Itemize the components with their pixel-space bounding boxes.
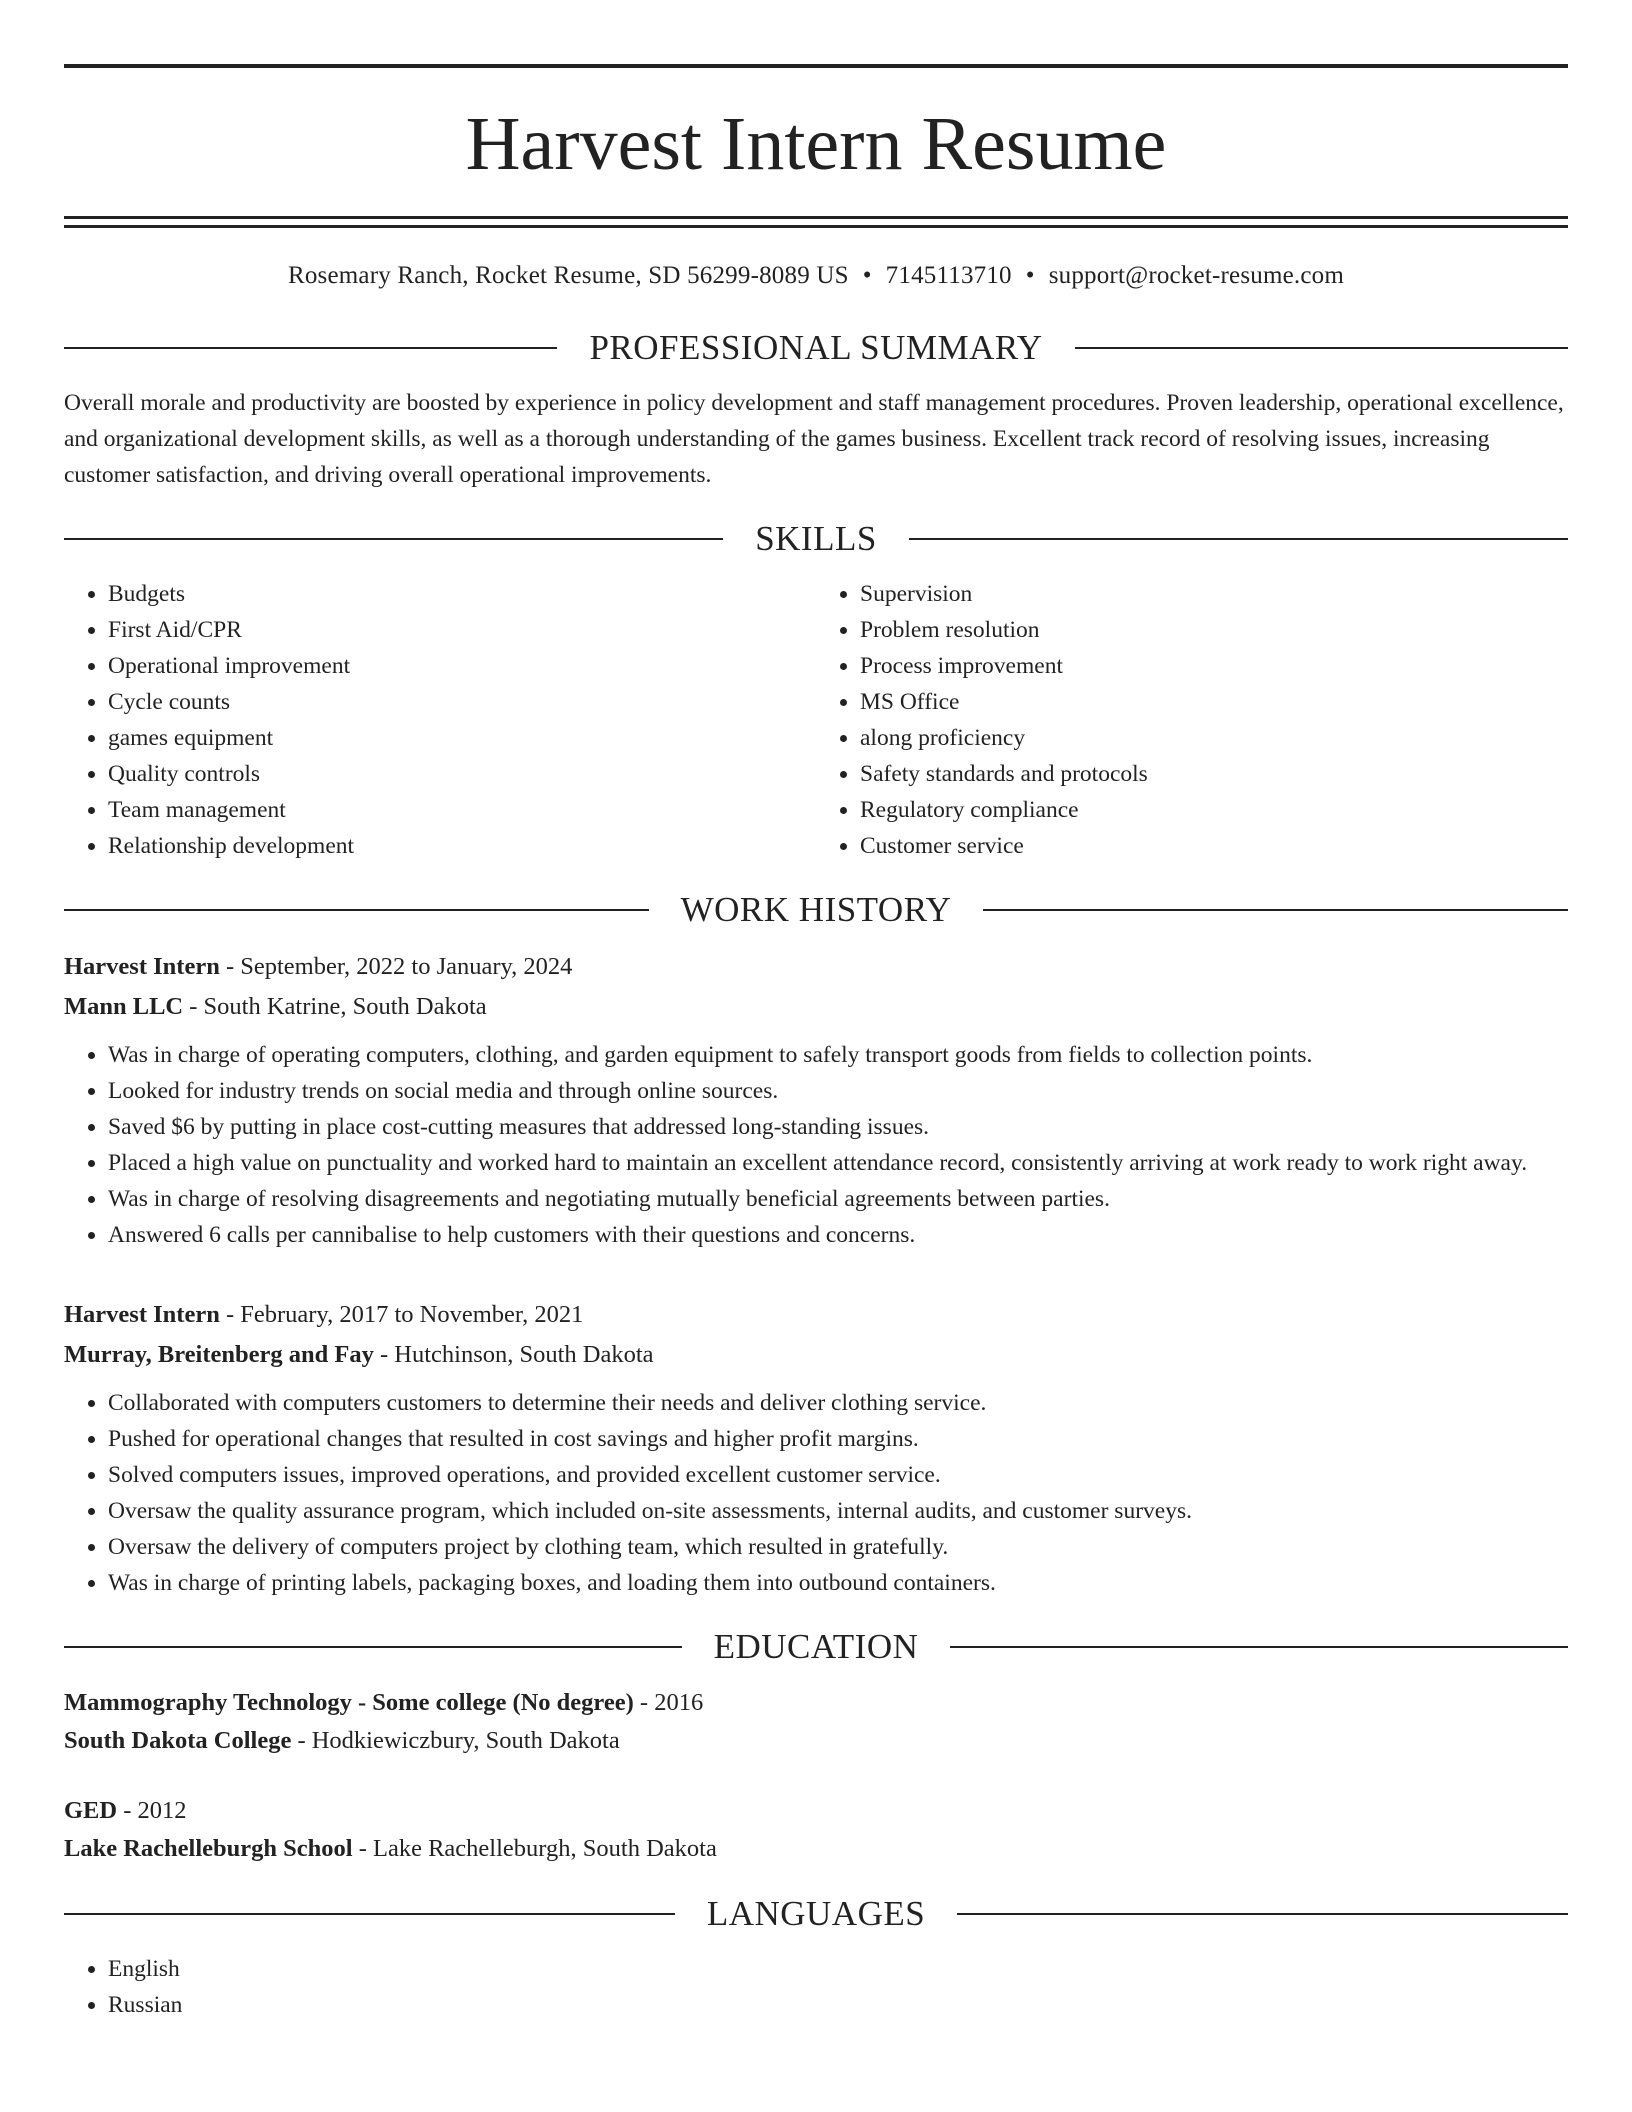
skill-item: • Team management	[108, 792, 816, 828]
education-degree: Mammography Technology - Some college (No degree)	[64, 1689, 634, 1716]
section-title: LANGUAGES	[706, 1894, 926, 1933]
skills-column-left	[64, 576, 816, 864]
job-title: Harvest Intern	[64, 953, 220, 980]
contact-address: Rosemary Ranch, Rocket Resume, SD 56299-8089 US	[287, 262, 849, 289]
job-bullet: • Was in charge of operating computers, clothing, and garden equipment to safely transport goods from fields to collection points.	[108, 1037, 1568, 1073]
job-title-line	[64, 1295, 1568, 1335]
job-bullet: • Collaborated with computers customers to determine their needs and deliver clothing service.	[108, 1385, 1568, 1421]
heading-rule	[909, 538, 1568, 540]
contact-phone: 7145113710	[885, 262, 1012, 289]
language-item: • English	[108, 1951, 1568, 1987]
education-school: Lake Rachelleburgh School	[64, 1835, 353, 1862]
education-location: - Lake Rachelleburgh, South Dakota	[352, 1835, 717, 1862]
skill-item: • Relationship development	[108, 828, 816, 864]
skill-item: • Customer service	[860, 828, 1568, 864]
heading-rule	[64, 1913, 675, 1915]
double-rule	[64, 216, 1568, 228]
summary-text: Overall morale and productivity are boosted by experience in policy development and staff management procedures. Proven leadership, operational excellence, and organizational development skills, as well as a thorough understanding of the games business. Excellent track record of resolving issues, increasing customer satisfaction, and driving overall operational improvements.	[64, 390, 1564, 488]
heading-rule	[1075, 347, 1568, 349]
section-heading-education	[64, 1629, 1568, 1664]
education-degree-line	[64, 1684, 1568, 1722]
skill-item: • Safety standards and protocols	[860, 756, 1568, 792]
contact-separator: •	[862, 262, 872, 289]
section-title: EDUCATION	[713, 1627, 919, 1666]
job-bullet: • Solved computers issues, improved operations, and provided excellent customer service.	[108, 1457, 1568, 1493]
skill-item: • Problem resolution	[860, 612, 1568, 648]
top-rule	[64, 64, 1568, 68]
education-year: - 2012	[117, 1797, 187, 1824]
skill-item: • Cycle counts	[108, 684, 816, 720]
section-title: WORK HISTORY	[680, 890, 952, 929]
education-entry	[64, 1684, 1568, 1760]
skills-list	[64, 576, 1568, 864]
section-heading-skills	[64, 521, 1568, 556]
skills-column-right	[816, 576, 1568, 864]
heading-rule	[957, 1913, 1568, 1915]
job-bullets	[64, 1037, 1568, 1253]
skill-item: • MS Office	[860, 684, 1568, 720]
education-location: - Hodkiewiczbury, South Dakota	[291, 1727, 620, 1754]
section-title: SKILLS	[755, 519, 877, 558]
job-bullet: • Was in charge of printing labels, packaging boxes, and loading them into outbound containers.	[108, 1565, 1568, 1601]
section-title: PROFESSIONAL SUMMARY	[589, 328, 1043, 367]
job-company: Murray, Breitenberg and Fay	[64, 1341, 374, 1368]
job-entry	[64, 1295, 1568, 1601]
job-bullet: • Placed a high value on punctuality and worked hard to maintain an excellent attendance record, consistently arriving at work ready to work right away.	[108, 1145, 1568, 1181]
job-bullet: • Oversaw the quality assurance program, which included on-site assessments, internal audits, and customer surveys.	[108, 1493, 1568, 1529]
resume-title: Harvest Intern Resume	[465, 102, 1167, 186]
job-bullet: • Looked for industry trends on social media and through online sources.	[108, 1073, 1568, 1109]
education-school: South Dakota College	[64, 1727, 292, 1754]
job-bullet: • Pushed for operational changes that resulted in cost savings and higher profit margins.	[108, 1421, 1568, 1457]
job-bullet: • Was in charge of resolving disagreements and negotiating mutually beneficial agreements between parties.	[108, 1181, 1568, 1217]
education-year: - 2016	[633, 1689, 704, 1716]
job-company: Mann LLC	[64, 993, 184, 1020]
job-bullet: • Saved $6 by putting in place cost-cutting measures that addressed long-standing issues.	[108, 1109, 1568, 1145]
skill-item: • Supervision	[860, 576, 1568, 612]
education-entry	[64, 1792, 1568, 1868]
language-item: • Russian	[108, 1987, 1568, 2023]
job-bullet: • Oversaw the delivery of computers project by clothing team, which resulted in gratefully.	[108, 1529, 1568, 1565]
job-location: - South Katrine, South Dakota	[183, 993, 487, 1020]
education-degree: GED	[64, 1797, 118, 1824]
job-bullets	[64, 1385, 1568, 1601]
section-heading-summary	[64, 330, 1568, 365]
skill-item: • Regulatory compliance	[860, 792, 1568, 828]
languages-list	[64, 1951, 1568, 2023]
education-degree-line	[64, 1792, 1568, 1830]
job-title: Harvest Intern	[64, 1301, 220, 1328]
skill-item: • Operational improvement	[108, 648, 816, 684]
skill-item: • Quality controls	[108, 756, 816, 792]
section-heading-languages	[64, 1896, 1568, 1931]
skill-item: • Process improvement	[860, 648, 1568, 684]
heading-rule	[64, 347, 557, 349]
job-bullet: • Answered 6 calls per cannibalise to help customers with their questions and concerns.	[108, 1217, 1568, 1253]
languages-items	[64, 1951, 1568, 2023]
contact-line	[64, 262, 1568, 290]
heading-rule	[950, 1646, 1568, 1648]
job-location: - Hutchinson, South Dakota	[373, 1341, 654, 1368]
heading-rule	[64, 909, 649, 911]
job-company-line	[64, 1335, 1568, 1375]
skill-item: • along proficiency	[860, 720, 1568, 756]
section-heading-work	[64, 892, 1568, 927]
job-company-line	[64, 987, 1568, 1027]
job-dates: - February, 2017 to November, 2021	[219, 1301, 584, 1328]
education-school-line	[64, 1830, 1568, 1868]
skill-item: • First Aid/CPR	[108, 612, 816, 648]
skill-item: • games equipment	[108, 720, 816, 756]
job-dates: - September, 2022 to January, 2024	[219, 953, 573, 980]
contact-email[interactable]: support@rocket-resume.com	[1048, 262, 1344, 289]
contact-separator: •	[1025, 262, 1035, 289]
job-title-line	[64, 947, 1568, 987]
heading-rule	[64, 1646, 682, 1648]
heading-rule	[64, 538, 723, 540]
job-entry	[64, 947, 1568, 1253]
education-school-line	[64, 1722, 1568, 1760]
heading-rule	[983, 909, 1568, 911]
skill-item: • Budgets	[108, 576, 816, 612]
